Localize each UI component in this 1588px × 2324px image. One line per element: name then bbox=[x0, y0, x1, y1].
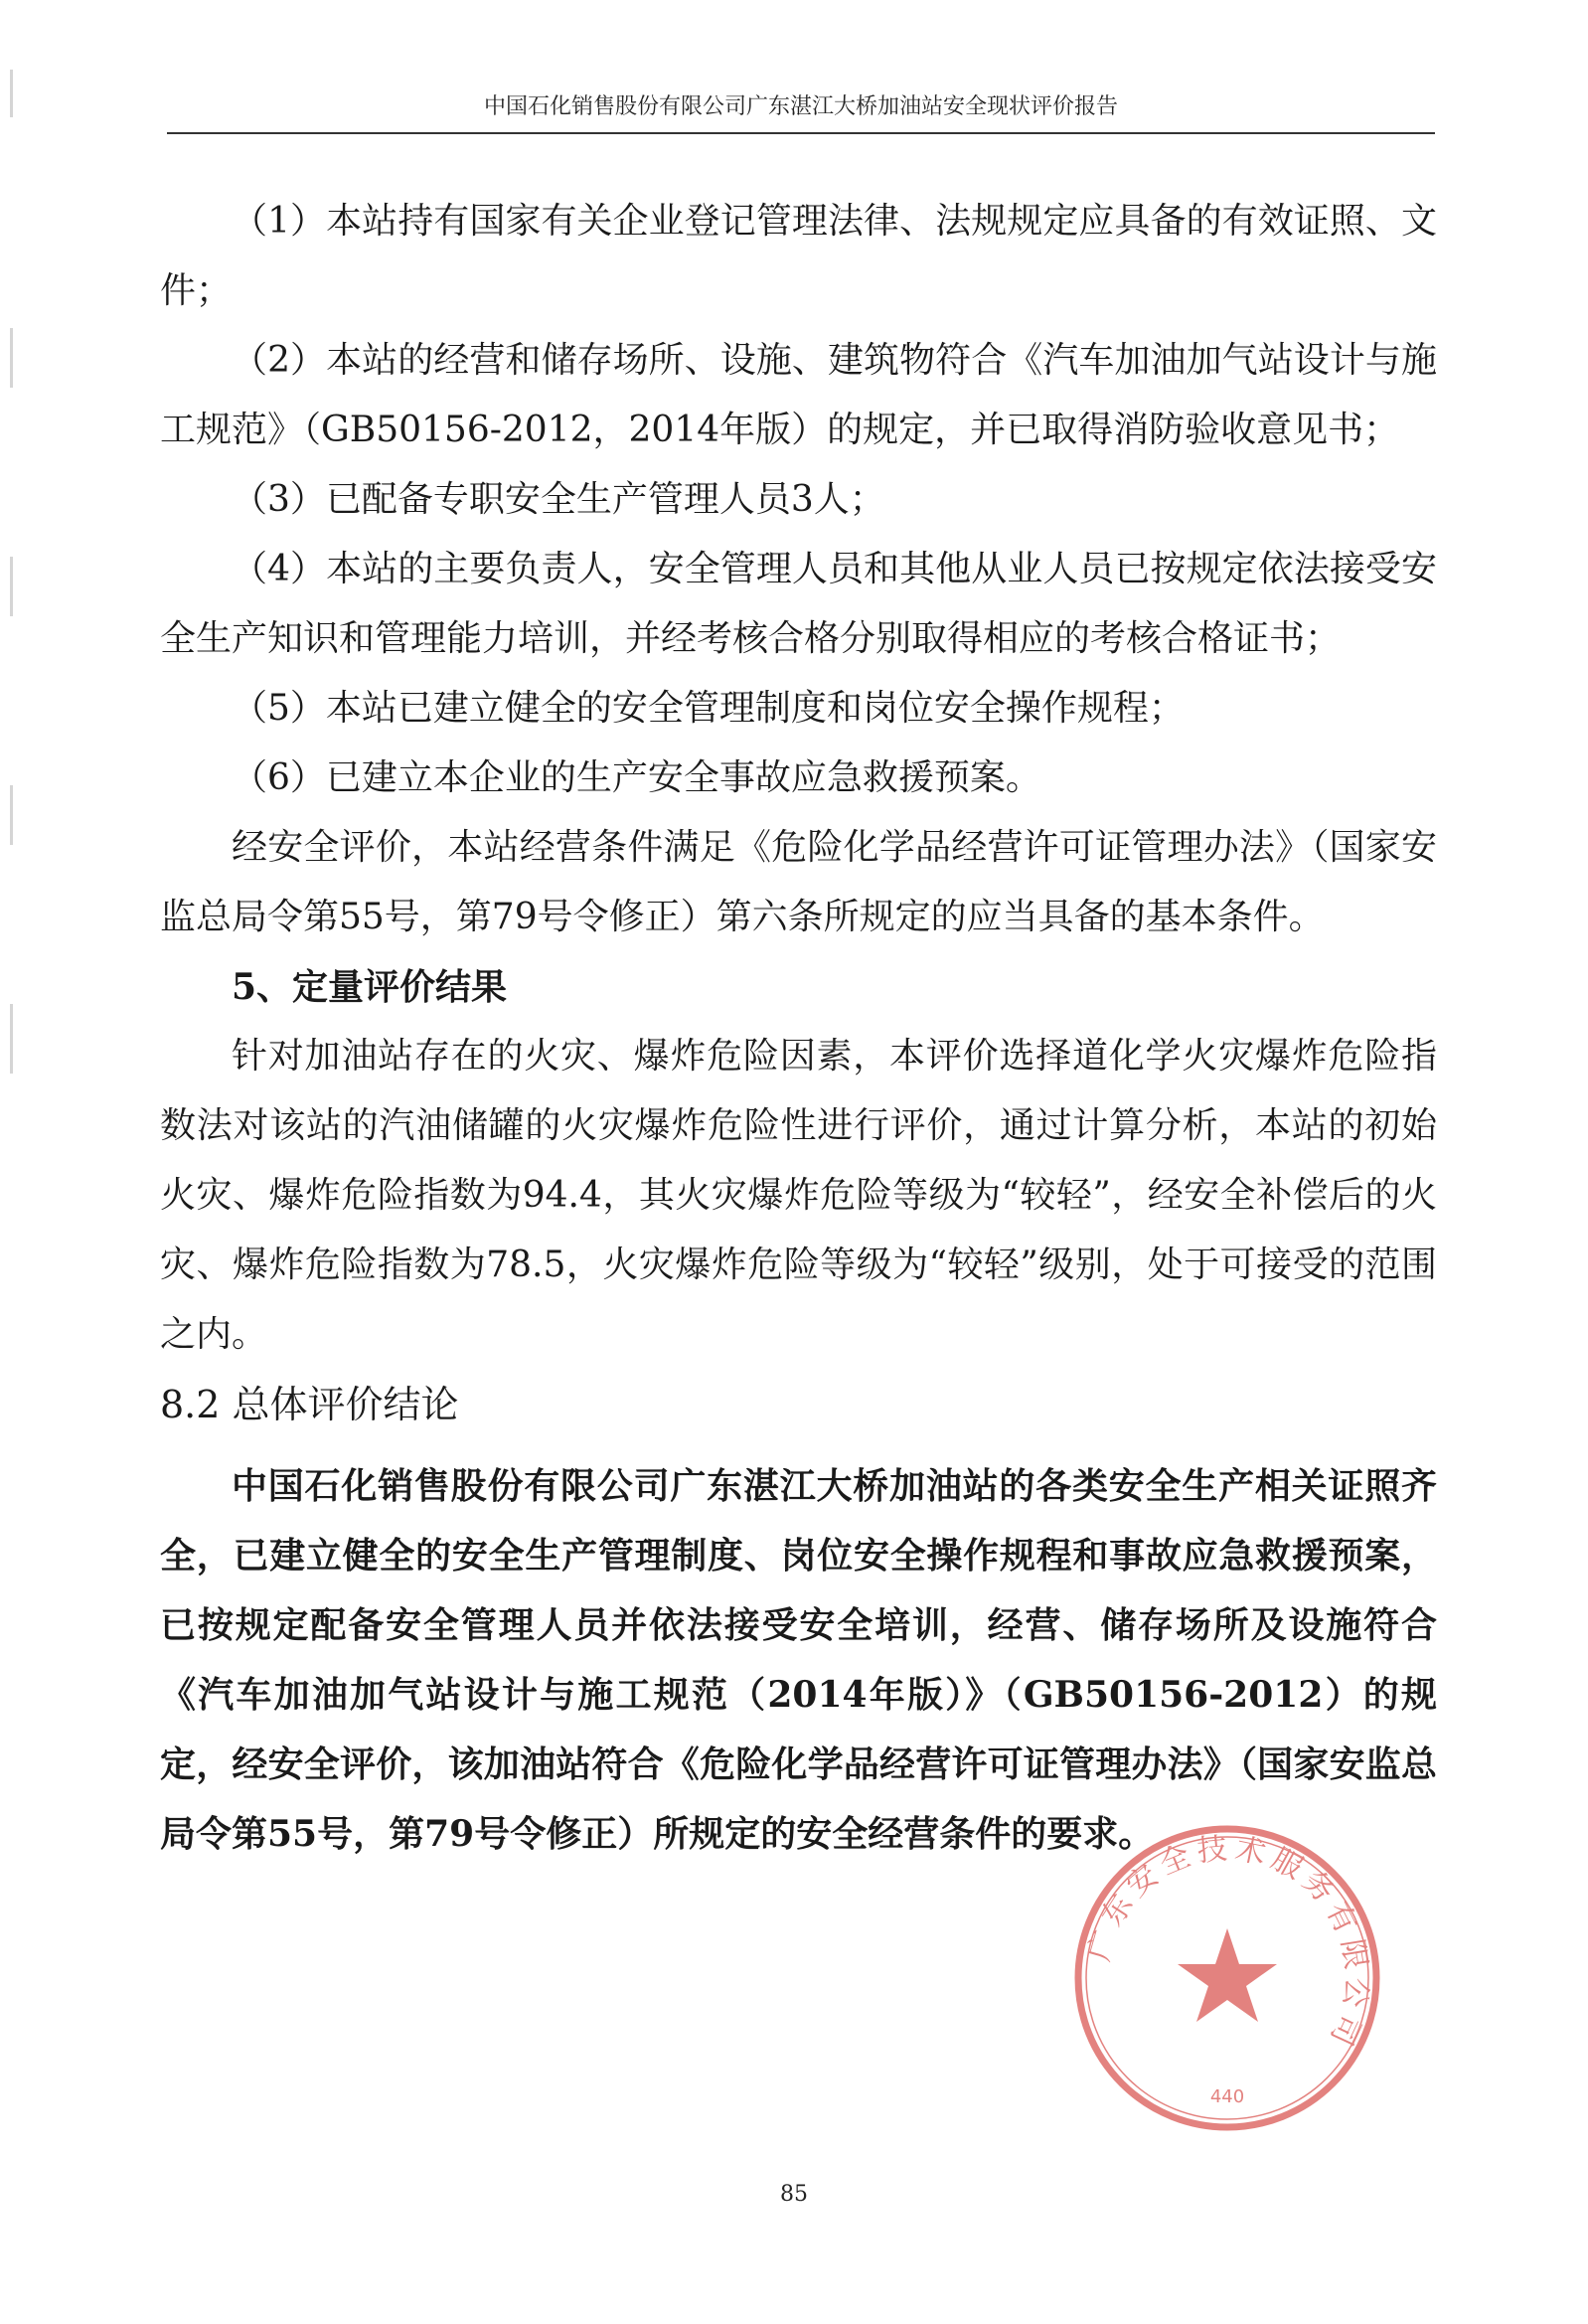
document-body bbox=[160, 187, 1437, 1869]
scan-mark bbox=[10, 70, 13, 117]
scan-mark bbox=[10, 1004, 13, 1074]
section-heading-quantitative: 5、定量评价结果 bbox=[232, 966, 508, 1008]
item-4: （4）本站的主要负责人，安全管理人员和其他从业人员已按规定依法接受安全生产知识和管理能力培训，并经考核合格分别取得相应的考核合格证书； bbox=[160, 549, 1437, 659]
page-number: 85 bbox=[780, 2182, 808, 2207]
seal-ring-text: 广东安全技术服务有限公司 bbox=[1081, 1830, 1375, 2057]
header-rule bbox=[167, 132, 1435, 134]
item-3: （3）已配备专职安全生产管理人员3人； bbox=[232, 479, 885, 520]
scan-mark bbox=[10, 557, 13, 616]
scan-mark bbox=[10, 785, 13, 845]
scan-mark bbox=[10, 328, 13, 388]
item-2: （2）本站的经营和储存场所、设施、建筑物符合《汽车加油加气站设计与施工规范》（GB50156-2012，2014年版）的规定，并已取得消防验收意见书； bbox=[160, 340, 1437, 450]
item-5: （5）本站已建立健全的安全管理制度和岗位安全操作规程； bbox=[232, 688, 1185, 729]
seal-number: 440 bbox=[1209, 2086, 1245, 2107]
section-heading-overall: 8.2 总体评价结论 bbox=[160, 1383, 459, 1426]
overall-conclusion: 中国石化销售股份有限公司广东湛江大桥加油站的各类安全生产相关证照齐全，已建立健全的安全生产管理制度、岗位安全操作规程和事故应急救援预案，已按规定配备安全管理人员并依法接受安全培训，经营、储存场所及设施符合《汽车加油加气站设计与施工规范（2014年版）》（GB50156-2012）的规定，经安全评价，该加油站符合《危险化学品经营许可证管理办法》（国家安监总局令第55号，第79号令修正）所规定的安全经营条件的要求。 bbox=[160, 1465, 1437, 1855]
seal-star-icon bbox=[1178, 1928, 1277, 2022]
item-6: （6）已建立本企业的生产安全事故应急救援预案。 bbox=[232, 757, 1041, 798]
quantitative-result: 针对加油站存在的火灾、爆炸危险因素，本评价选择道化学火灾爆炸危险指数法对该站的汽油储罐的火灾爆炸危险性进行评价，通过计算分析，本站的初始火灾、爆炸危险指数为94.4，其火灾爆炸危险等级为“较轻”，经安全补偿后的火灾、爆炸危险指数为78.5，火灾爆炸危险等级为“较轻”级别，处于可接受的范围之内。 bbox=[160, 1036, 1437, 1355]
item-1: （1）本站持有国家有关企业登记管理法律、法规规定应具备的有效证照、文件； bbox=[160, 201, 1437, 311]
evaluation-summary: 经安全评价，本站经营条件满足《危险化学品经营许可证管理办法》（国家安监总局令第55号，第79号令修正）第六条所规定的应当具备的基本条件。 bbox=[160, 827, 1437, 937]
page-header: 中国石化销售股份有限公司广东湛江大桥加油站安全现状评价报告 bbox=[483, 94, 1118, 119]
